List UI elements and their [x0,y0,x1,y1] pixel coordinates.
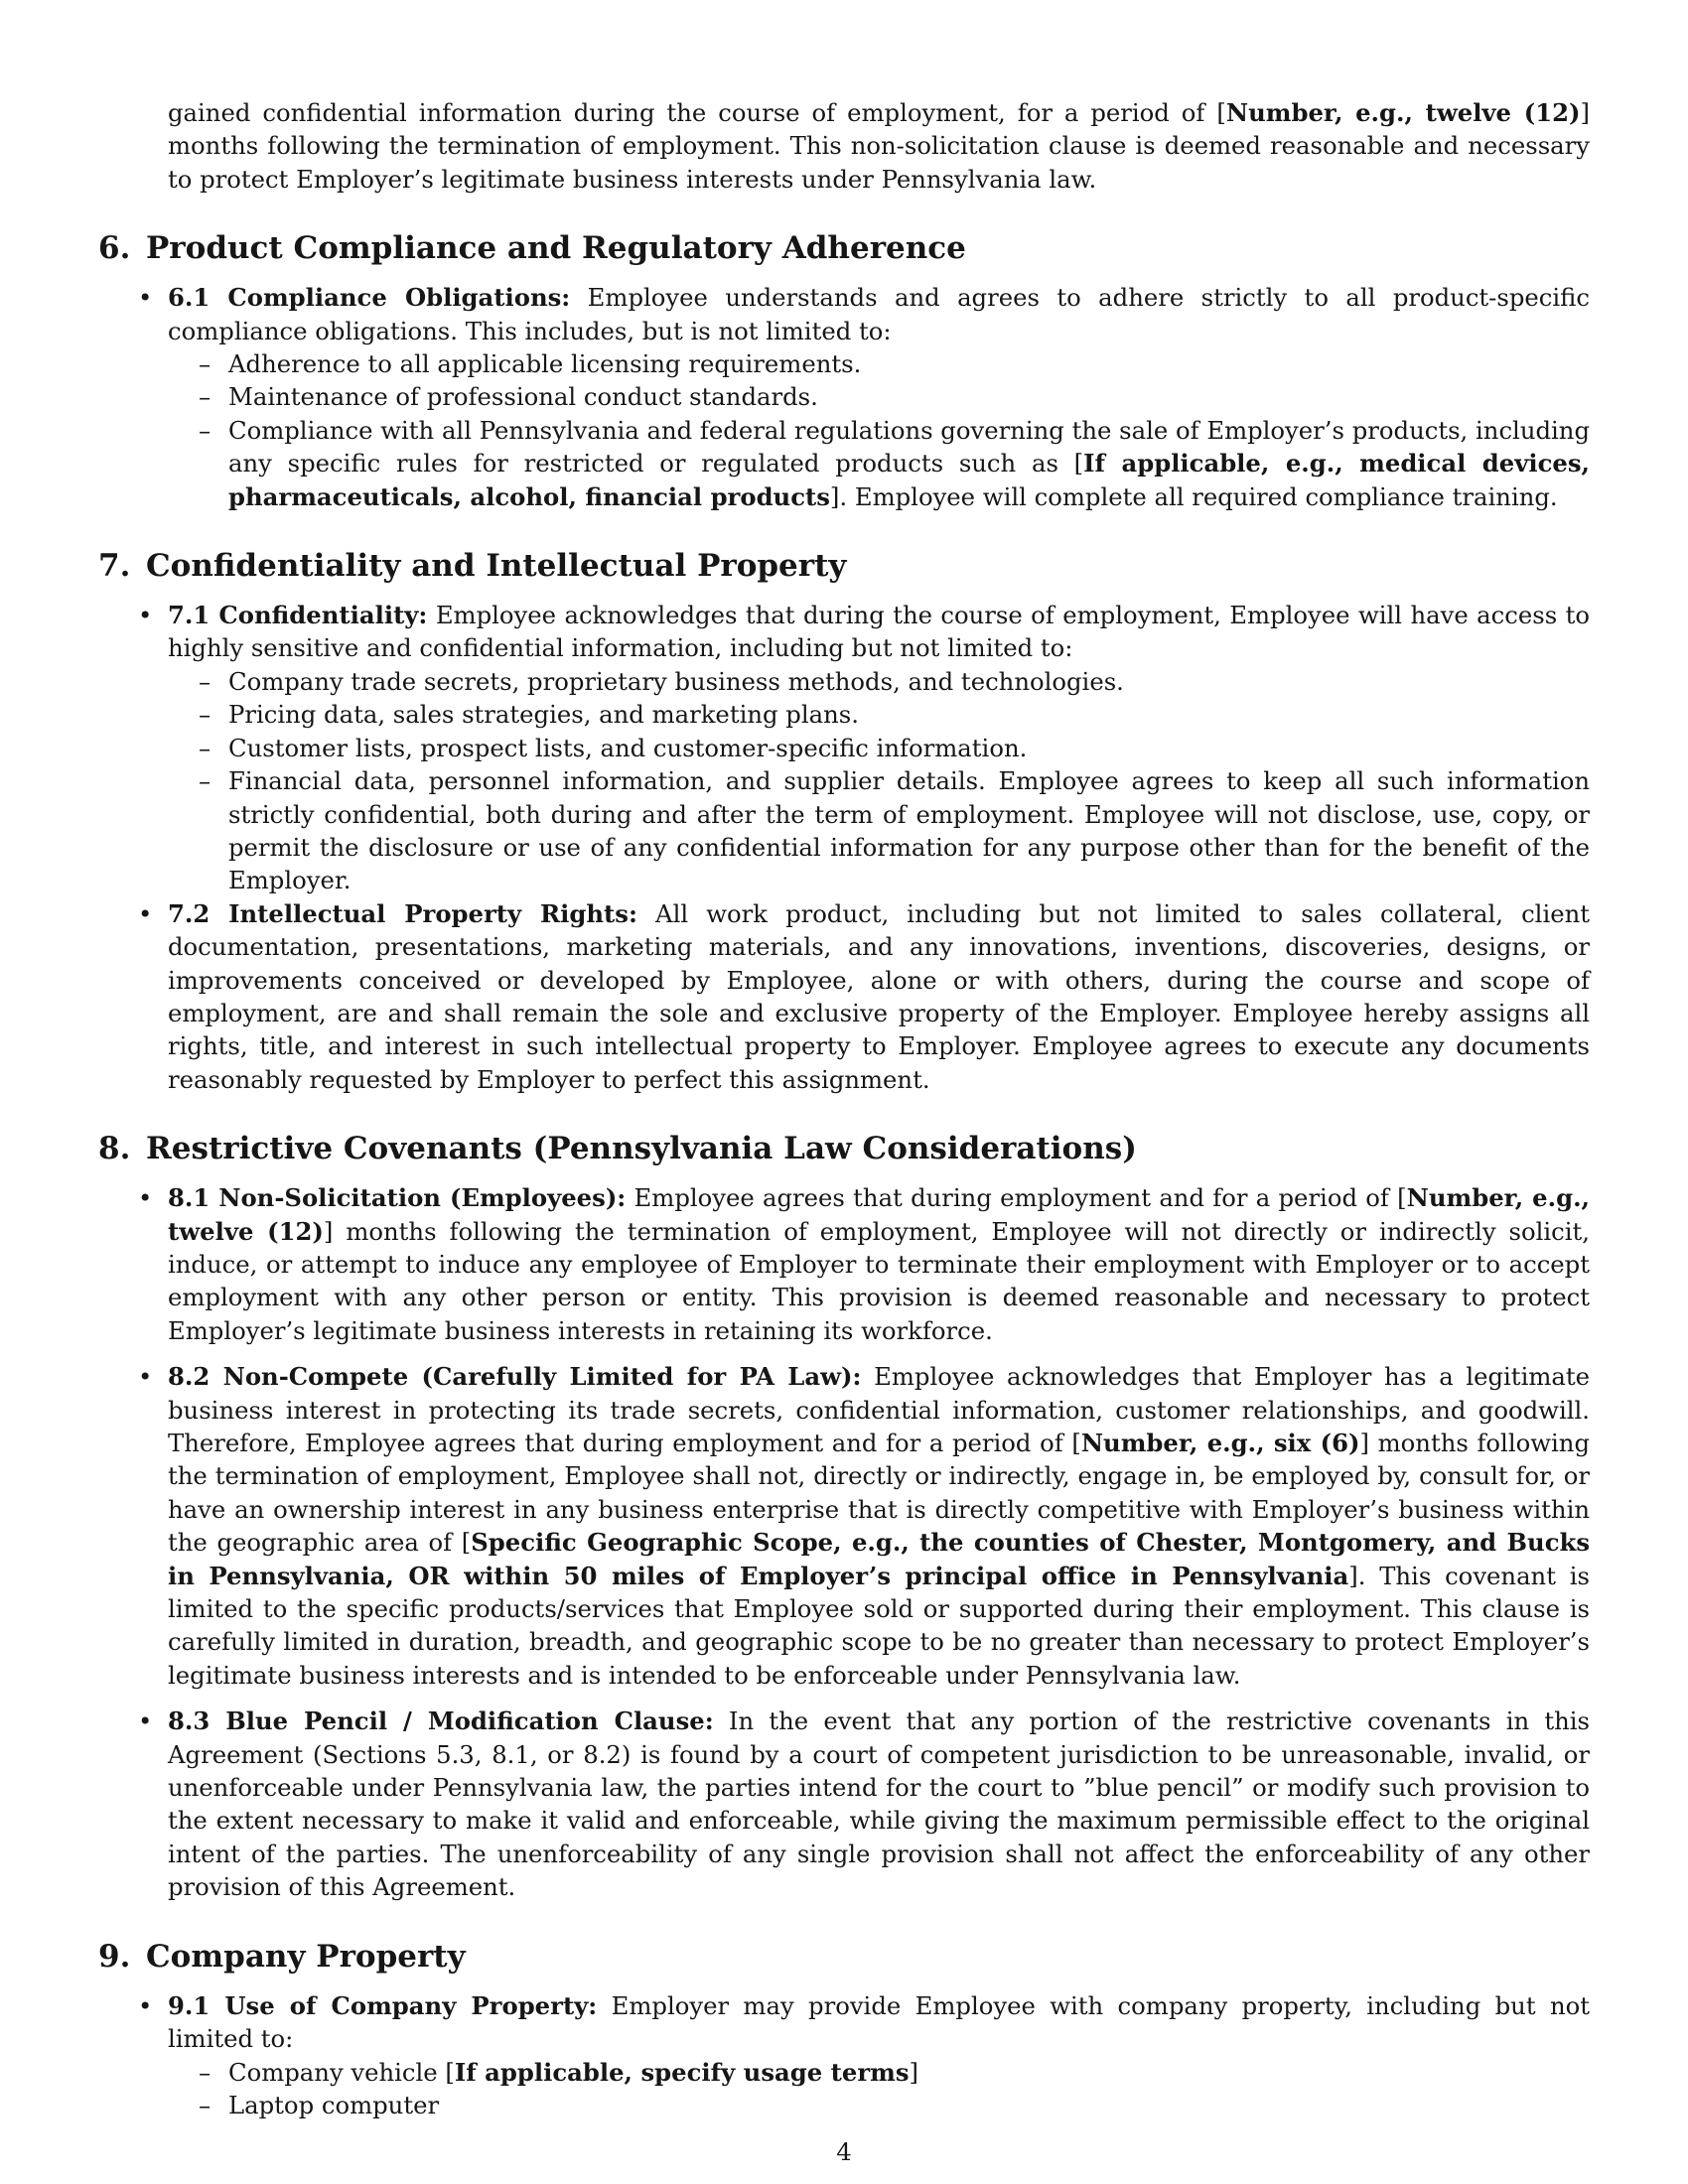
section-6-list [0,281,1688,513]
sub-text-c: ] [909,2057,919,2087]
clause-7-2 [168,897,1590,1096]
list-item: – Adherence to all applicable licensing requirements. [228,347,1590,380]
clause-8-2-placeholder-scope: Specific Geographic Scope, e.g., the counties of Chester, Montgomery, and Bucks in Pennsylvania, OR within 50 miles of Employer’s principal office in Pennsylvania [168,1528,1591,1590]
clause-6-1-text: Employee understands and agrees to adhere strictly to all product-specific compliance obligations. This includes, but is not limited to: [168,283,1590,345]
section-6-number: 6. [98,230,131,267]
intro-text-c: ] months following the termination of employment. This non-solicitation clause is deemed reasonable and necessary to protect Employer’s legitimate business interests under Pennsylvania law. [168,98,1590,194]
section-7-title: Confidentiality and Intellectual Property [146,548,847,585]
list-item: – Pricing data, sales strategies, and marketing plans. [228,698,1590,731]
clause-8-1-label: 8.1 Non-Solicitation (Employees): [168,1183,627,1213]
sub-text-a: Company vehicle [ [228,2057,455,2087]
page-content [0,96,1688,2121]
clause-6-1 [168,281,1590,513]
clause-8-2-text-a: Employee acknowledges that Employer has a legitimate business interest in protecting its trade secrets, confidential information, customer relationships, and goodwill. Therefore, Employee agrees that during employment and for a period of [ [168,1362,1591,1457]
clause-9-1-label: 9.1 Use of Company Property: [168,1990,598,2020]
clause-7-1-label: 7.1 Confidentiality: [168,601,428,630]
clause-6-1-sublist [168,347,1590,513]
clause-9-1-sublist [168,2056,1590,2122]
clause-8-3-label: 8.3 Blue Pencil / Modification Clause: [168,1706,714,1736]
section-9-title: Company Property [146,1938,466,1975]
section-6-title: Product Compliance and Regulatory Adherence [146,230,966,267]
clause-8-2 [168,1360,1590,1692]
clause-8-3-text: In the event that any portion of the restrictive covenants in this Agreement (Sections 5.3, 8.1, or 8.2) is found by a court of competent jurisdiction to be unreasonable, invalid, or unenforceable under Pennsylvania law, the parties intend for the court to ”blue pencil” or modify such provision to the extent necessary to make it valid and enforceable, while giving the maximum permissible effect to the original intent of the parties. The unenforceability of any single provision shall not affect the enforceability of any other provision of this Agreement. [168,1706,1590,1902]
list-item: – Customer lists, prospect lists, and customer-specific information. [228,732,1590,764]
section-9-heading [0,1937,1688,1977]
list-item: – Financial data, personnel information, and supplier details. Employee agrees to keep all such information strictly confidential, both during and after the term of employment. Employee will not disclose, use, copy, or permit the disclosure or use of any confidential information for any purpose other than for the benefit of the Employer. [228,764,1590,897]
list-item: – Laptop computer [228,2089,1590,2121]
section-8-number: 8. [98,1131,131,1167]
list-item: – Company trade secrets, proprietary business methods, and technologies. [228,665,1590,698]
clause-6-1-label: 6.1 Compliance Obligations: [168,283,571,313]
section-9-number: 9. [98,1938,131,1975]
list-item [228,2056,1590,2089]
clause-8-3 [168,1705,1590,1903]
section-7-list [0,599,1688,1096]
clause-8-1-text-a: Employee agrees that during employment and for a period of [ [626,1183,1407,1213]
clause-8-1-text-c: ] months following the termination of employment, Employee will not directly or indirectly solicit, induce, or attempt to induce any employee of Employer to terminate their employment with Employer or to accept employment with any other person or entity. This provision is deemed reasonable and necessary to protect Employer’s legitimate business interests in retaining its workforce. [168,1216,1591,1345]
list-item: – Maintenance of professional conduct standards. [228,380,1590,413]
clause-8-2-text-e: ]. This covenant is limited to the specific products/services that Employee sold or supported during their employment. This clause is carefully limited in duration, breadth, and geographic scope to be no greater than necessary to protect Employer’s legitimate business interests and is intended to be enforceable under Pennsylvania law. [168,1561,1590,1690]
continued-paragraph [0,96,1688,196]
clause-9-1 [168,1989,1590,2122]
section-9-list [0,1989,1688,2122]
clause-7-2-label: 7.2 Intellectual Property Rights: [168,898,637,928]
list-item [228,414,1590,513]
section-7-heading [0,546,1688,586]
sub-placeholder: If applicable, specify usage terms [454,2057,910,2087]
clause-7-2-text: All work product, including but not limited to sales collateral, client documentation, presentations, marketing materials, and any innovations, inventions, discoveries, designs, or improvements conceived or developed by Employee, alone or with others, during the course and scope of employment, are and shall remain the sole and exclusive property of the Employer. Employee hereby assigns all rights, title, and interest in such intellectual property to Employer. Employee agrees to execute any documents reasonably requested by Employer to perfect this assignment. [168,898,1591,1094]
clause-8-2-text-c: ] months following the termination of employment, Employee shall not, directly or indirectly, engage in, be employed by, consult for, or have an ownership interest in any business enterprise that is directly competitive with Employer’s business within the geographic area of [ [168,1429,1590,1558]
clause-9-1-text: Employer may provide Employee with company property, including but not limited to: [168,1990,1590,2054]
section-8-heading [0,1129,1688,1168]
sub-text-c: ]. Employee will complete all required compliance training. [829,481,1558,511]
section-7-number: 7. [98,548,131,585]
intro-placeholder: Number, e.g., twelve (12) [1225,98,1581,127]
clause-7-1 [168,599,1590,897]
page-number: 4 [836,2137,852,2166]
sub-placeholder: If applicable, e.g., medical devices, pharmaceuticals, alcohol, financial products [228,449,1590,511]
sub-text-a: Compliance with all Pennsylvania and federal regulations governing the sale of Employer’s products, including any specific rules for restricted or regulated products such as [ [228,415,1590,478]
intro-text-a: gained confidential information during the course of employment, for a period of [ [168,98,1226,127]
clause-8-2-placeholder-duration: Number, e.g., six (6) [1080,1429,1360,1457]
clause-7-1-text: Employee acknowledges that during the course of employment, Employee will have access to highly sensitive and confidential information, including but not limited to: [168,601,1590,663]
clause-8-1-placeholder: Number, e.g., twelve (12) [168,1183,1590,1246]
section-8-list [0,1181,1688,1904]
section-8-title: Restrictive Covenants (Pennsylvania Law Considerations) [146,1131,1137,1167]
clause-7-1-sublist [168,665,1590,897]
clause-8-1 [168,1181,1590,1347]
clause-8-2-label: 8.2 Non-Compete (Carefully Limited for PA Law): [168,1362,862,1392]
section-6-heading [0,228,1688,268]
